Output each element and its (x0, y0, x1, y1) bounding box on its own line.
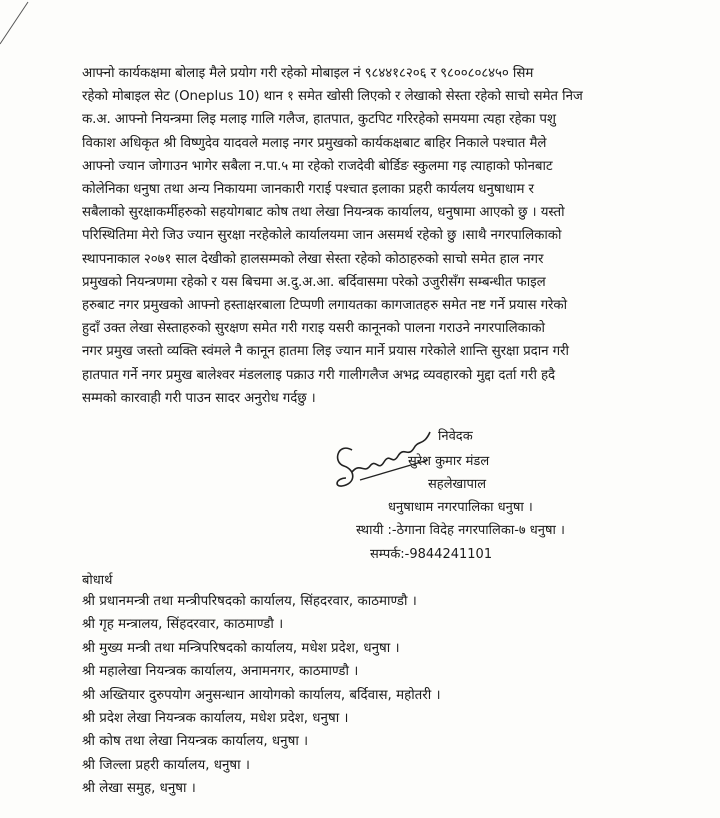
cc-item: श्री महालेखा नियन्त्रक कार्यालय, अनामनगर, काठमाण्डौ । (82, 664, 359, 680)
cc-list (82, 590, 441, 801)
applicant-designation: सहलेखापाल (428, 477, 487, 492)
signature-block (330, 422, 690, 572)
letter-body (82, 62, 660, 410)
cc-item: श्री प्रधानमन्त्री तथा मन्त्रीपरिषदको कार्यालय, सिंहदरवार, काठमाण्डौ । (82, 594, 417, 609)
applicant-office: धनुषाधाम नगरपालिका धनुषा । (388, 500, 533, 515)
cc-item: श्री प्रदेश लेखा नियन्त्रक कार्यालय, मधेश प्रदेश, धनुषा । (82, 711, 349, 727)
body-line: कोलेनिका धनुषा तथा अन्य निकायमा जानकारी गराई पश्चात इलाका प्रहरी कार्यलय धनुषाधाम र (82, 182, 534, 198)
applicant-contact: सम्पर्क:-9844241101 (370, 547, 493, 562)
body-line: आफ्नो ज्यान जोगाउन भागेर सबैला न.पा.५ मा रहेको राजदेवी बोर्डिङ स्कुलमा गइ त्याहाको फोनबाट (82, 158, 553, 174)
body-line: हातपात गर्ने नगर प्रमुख बालेश्वर मंडललाइ पक्राउ गरी गालीगलैज अभद्र व्यवहारको मुद्दा दर्ता गरी हदै (82, 367, 555, 383)
body-line: सबैलाको सुरक्षाकर्मीहरुको सहयोगबाट कोष तथा लेखा नियन्त्रक कार्यालय, धनुषामा आएको छु । यस्तो (82, 205, 565, 221)
body-line: विकाश अधिकृत श्री विष्णुदेव यादवले मलाइ नगर प्रमुखको कार्यकक्षबाट बाहिर निकाले पश्चात मैले (82, 135, 547, 151)
body-line: हरुबाट नगर प्रमुखको आफ्नो हस्ताक्षरबाला टिप्पणी लगायतका कागजातहरु समेत नष्ट गर्ने प्रयास गरेको (82, 298, 568, 314)
body-line: स्थापनाकाल २०७१ साल देखीको हालसम्मको लेखा सेस्ता रहेको कोठाहरुको साचो समेत हाल नगर (82, 251, 544, 267)
cc-item: श्री जिल्ला प्रहरी कार्यालय, धनुषा । (82, 757, 250, 773)
body-line: आफ्नो कार्यकक्षमा बोलाइ मैले प्रयोग गरी रहेको मोबाइल नं ९८४४१८२०६ र ९८००८०८४५० सिम (82, 66, 534, 81)
body-line: हुदाँ उक्त लेखा सेस्ताहरुको सुरक्षण समेत गरी गराइ यसरी कानूनको पालना गराउने नगरपालिकाको (82, 321, 545, 337)
body-line: रहेको मोबाइल सेट (Oneplus 10) थान १ समेत खोसी लिएको र लेखाको सेस्ता रहेको साचो समेत निज (82, 89, 583, 105)
cc-item: श्री लेखा समुह, धनुषा । (82, 781, 196, 797)
applicant-address: स्थायी :-ठेगाना विदेह नगरपालिका-७ धनुषा । (356, 523, 565, 538)
body-line: परिस्थितिमा मेरो जिउ ज्यान सुरक्षा नरहेकोले कार्यालयमा जान असमर्थ रहेको छु ।साथै नगरपालिकाको (82, 228, 562, 244)
body-line: सम्मको कारवाही गरी पाउन सादर अनुरोध गर्दछु । (82, 390, 316, 406)
cc-item: श्री अख्तियार दुरुपयोग अनुसन्धान आयोगको कार्यालय, बर्दिवास, महोतरी । (82, 687, 441, 703)
body-line: क.अ. आफ्नो नियन्त्रमा लिइ मलाइ गालि गलैज, हातपात, कुटपिट गरिरहेको समयमा त्यहा रहेका पशु (82, 112, 556, 128)
applicant-label: निवेदक (438, 429, 473, 444)
cc-item: श्री गृह मन्त्रालय, सिंहदरवार, काठमाण्डौ । (82, 617, 284, 633)
fold-line (0, 0, 60, 60)
applicant-name: सुरेश कुमार मंडल (408, 454, 490, 469)
cc-item: श्री कोष तथा लेखा नियन्त्रक कार्यालय, धनुषा । (82, 734, 309, 750)
body-line: प्रमुखको नियन्त्रणमा रहेको र यस बिचमा अ.दु.अ.आ. बर्दिवासमा परेको उजुरीसँग सम्बन्धीत फाइल (82, 274, 546, 290)
cc-heading: बोधार्थ (82, 573, 113, 588)
cc-item: श्री मुख्य मन्त्री तथा मन्त्रिपरिषदको कार्यालय, मधेश प्रदेश, धनुषा । (82, 640, 400, 656)
body-line: नगर प्रमुख जस्तो व्यक्ति स्वंमले नै कानून हातमा लिइ ज्यान मार्ने प्रयास गरेकोले शान्ति सुरक्षा प्रदान गरी (82, 344, 569, 360)
